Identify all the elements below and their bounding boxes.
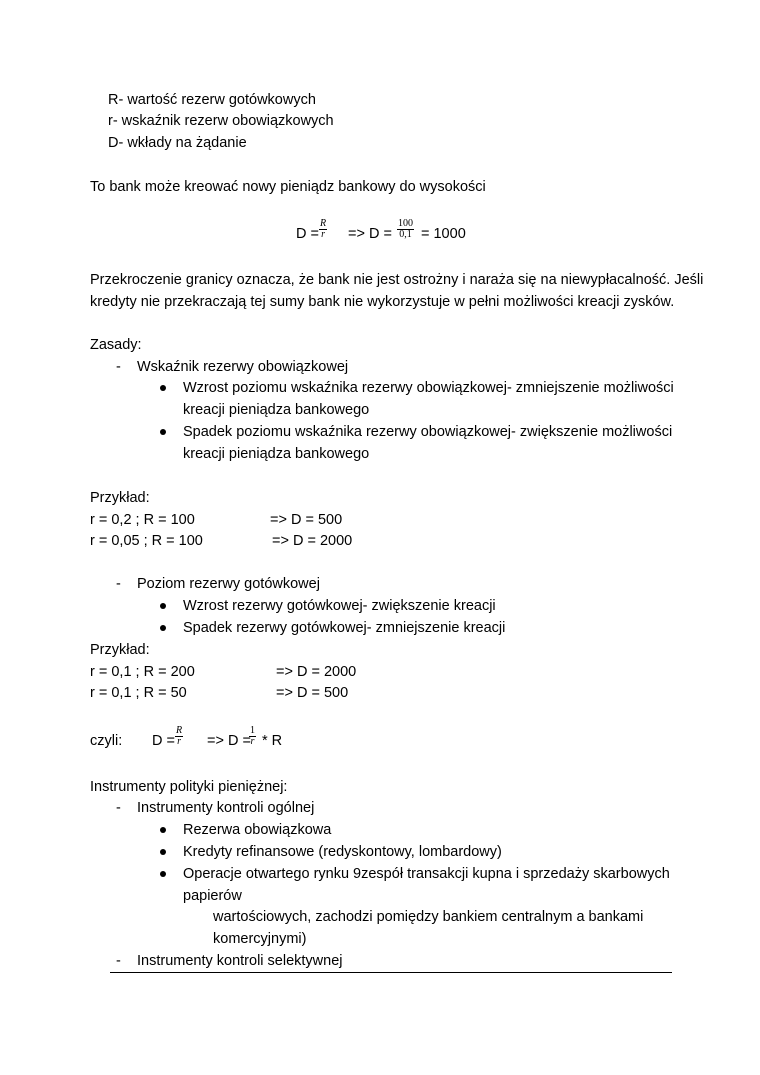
continuation-line-3: komercyjnymi) — [213, 931, 307, 947]
example-1-row-2-params: r = 0,05 ; R = 100 — [90, 533, 203, 549]
bottom-rule — [110, 972, 672, 973]
example-1-heading: Przykład: — [90, 490, 150, 506]
instruments-heading: Instrumenty polityki pieniężnej: — [90, 779, 288, 795]
control-selective-title: Instrumenty kontroli selektywnej — [137, 953, 343, 969]
formula-1-arrow: => D = — [348, 226, 392, 242]
example-1-row-1-result: => D = 500 — [270, 512, 343, 528]
zasady-heading: Zasady: — [90, 337, 142, 353]
example-2-row-1-result: => D = 2000 — [276, 664, 357, 680]
example-2-row-2-result: => D = 500 — [276, 685, 349, 701]
section-2-title: Poziom rezerwy gotówkowej — [137, 576, 320, 592]
formula-2-lhs: D = — [152, 733, 175, 749]
instrument-bullet-1: Rezerwa obowiązkowa — [183, 822, 332, 838]
formula-1-lhs: D = — [296, 226, 319, 242]
paragraph-line-1: Przekroczenie granicy oznacza, że bank nie jest ostrożny i naraża się na niewypłacalność. Jeśli — [90, 272, 704, 288]
dash-marker: - — [116, 800, 121, 816]
fraction-numerator: 1 — [250, 725, 255, 736]
fraction-denominator: r — [250, 736, 255, 747]
example-2-heading: Przykład: — [90, 642, 150, 658]
instrument-bullet-2: Kredyty refinansowe (redyskontowy, lombardowy) — [183, 844, 502, 860]
fraction-numerator: R — [176, 725, 183, 736]
bullet-icon — [160, 625, 166, 631]
control-general-title: Instrumenty kontroli ogólnej — [137, 800, 315, 816]
section-1-bullet-2-line-1: Spadek poziomu wskaźnika rezerwy obowiązkowej- zwiększenie możliwości — [183, 424, 673, 440]
section-1-bullet-1-line-2: kreacji pieniądza bankowego — [183, 402, 370, 418]
formula-2-label: czyli: — [90, 733, 123, 749]
section-1-title: Wskaźnik rezerwy obowiązkowej — [137, 359, 349, 375]
formula-1-result: = 1000 — [421, 226, 466, 242]
formula-1-fraction-R-r — [319, 219, 327, 240]
dash-marker: - — [116, 953, 121, 969]
instrument-bullet-3: Operacje otwartego rynku 9zespół transakcji kupna i sprzedaży skarbowych — [183, 866, 670, 882]
formula-2-fraction-1-r — [249, 726, 256, 747]
formula-1-fraction-values — [397, 219, 414, 240]
section-2-bullet-2: Spadek rezerwy gotówkowej- zmniejszenie kreacji — [183, 620, 506, 636]
continuation-line-1: papierów — [183, 888, 242, 904]
fraction-numerator: R — [320, 218, 327, 229]
fraction-denominator: r — [321, 229, 325, 240]
continuation-line-2: wartościowych, zachodzi pomiędzy bankiem centralnym a bankami — [213, 909, 644, 925]
dash-marker: - — [116, 359, 121, 375]
paragraph-line-2: kredyty nie przekraczają tej sumy bank nie wykorzystuje w pełni możliwości kreacji zysków. — [90, 294, 675, 310]
definition-D: D- wkłady na żądanie — [108, 135, 247, 151]
bullet-icon — [160, 871, 166, 877]
intro-text: To bank może kreować nowy pieniądz bankowy do wysokości — [90, 179, 486, 195]
dash-marker: - — [116, 576, 121, 592]
fraction-denominator: r — [177, 736, 181, 747]
fraction-denominator: 0,1 — [399, 229, 412, 240]
section-1-bullet-1-line-1: Wzrost poziomu wskaźnika rezerwy obowiązkowej- zmniejszenie możliwości — [183, 380, 674, 396]
bullet-icon — [160, 429, 166, 435]
definition-r: r- wskaźnik rezerw obowiązkowych — [108, 113, 334, 129]
example-2-row-2-params: r = 0,1 ; R = 50 — [90, 685, 187, 701]
bullet-icon — [160, 849, 166, 855]
section-2-bullet-1: Wzrost rezerwy gotówkowej- zwiększenie kreacji — [183, 598, 496, 614]
definition-R: R- wartość rezerw gotówkowych — [108, 92, 316, 108]
formula-2-arrow: => D = — [207, 733, 251, 749]
formula-2-fraction-R-r — [175, 726, 183, 747]
fraction-numerator: 100 — [398, 218, 413, 229]
formula-2-tail: * R — [262, 733, 283, 749]
bullet-icon — [160, 603, 166, 609]
bullet-icon — [160, 827, 166, 833]
example-1-row-2-result: => D = 2000 — [272, 533, 353, 549]
example-1-row-1-params: r = 0,2 ; R = 100 — [90, 512, 195, 528]
section-1-bullet-2-line-2: kreacji pieniądza bankowego — [183, 446, 370, 462]
example-2-row-1-params: r = 0,1 ; R = 200 — [90, 664, 195, 680]
bullet-icon — [160, 385, 166, 391]
